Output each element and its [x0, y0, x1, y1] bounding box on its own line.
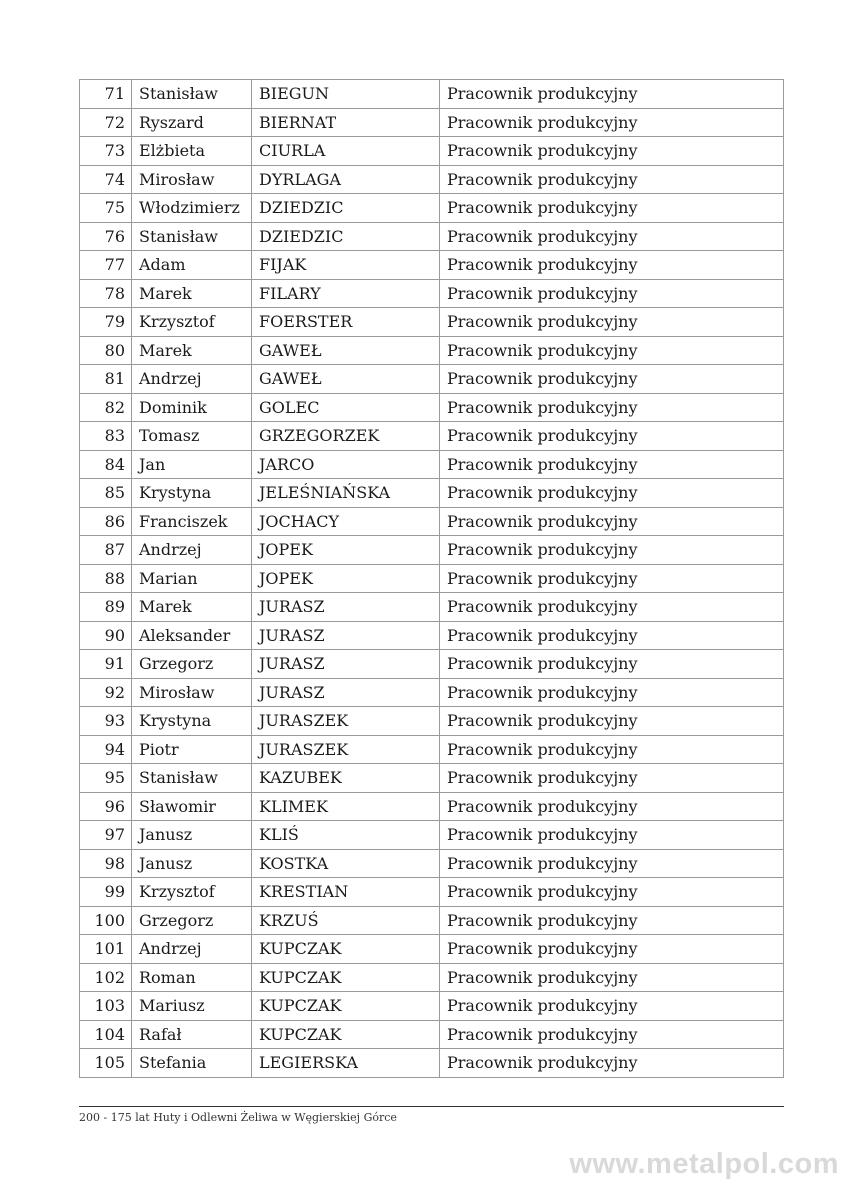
job-position-cell: Pracownik produkcyjny [440, 792, 784, 821]
table-row [80, 963, 784, 992]
row-number-cell: 76 [80, 222, 132, 251]
table-row [80, 792, 784, 821]
first-name-cell: Stanisław [132, 80, 252, 109]
job-position-cell: Pracownik produkcyjny [440, 422, 784, 451]
row-number-cell: 72 [80, 108, 132, 137]
last-name-cell: BIEGUN [252, 80, 440, 109]
job-position-cell: Pracownik produkcyjny [440, 735, 784, 764]
job-position-cell: Pracownik produkcyjny [440, 1049, 784, 1078]
first-name-cell: Stefania [132, 1049, 252, 1078]
row-number-cell: 103 [80, 992, 132, 1021]
row-number-cell: 78 [80, 279, 132, 308]
row-number-cell: 71 [80, 80, 132, 109]
table-row [80, 536, 784, 565]
last-name-cell: FOERSTER [252, 308, 440, 337]
row-number-cell: 77 [80, 251, 132, 280]
first-name-cell: Mirosław [132, 165, 252, 194]
first-name-cell: Mariusz [132, 992, 252, 1021]
table-row [80, 336, 784, 365]
last-name-cell: JURASZ [252, 678, 440, 707]
first-name-cell: Dominik [132, 393, 252, 422]
row-number-cell: 86 [80, 507, 132, 536]
table-row [80, 80, 784, 109]
last-name-cell: KUPCZAK [252, 1020, 440, 1049]
table-row [80, 621, 784, 650]
table-row [80, 308, 784, 337]
table-row [80, 1020, 784, 1049]
first-name-cell: Krystyna [132, 707, 252, 736]
table-row [80, 365, 784, 394]
table-row [80, 992, 784, 1021]
first-name-cell: Jan [132, 450, 252, 479]
job-position-cell: Pracownik produkcyjny [440, 336, 784, 365]
row-number-cell: 96 [80, 792, 132, 821]
job-position-cell: Pracownik produkcyjny [440, 992, 784, 1021]
first-name-cell: Marek [132, 279, 252, 308]
job-position-cell: Pracownik produkcyjny [440, 479, 784, 508]
table-row [80, 906, 784, 935]
row-number-cell: 102 [80, 963, 132, 992]
first-name-cell: Aleksander [132, 621, 252, 650]
job-position-cell: Pracownik produkcyjny [440, 222, 784, 251]
table-row [80, 735, 784, 764]
last-name-cell: KUPCZAK [252, 963, 440, 992]
row-number-cell: 104 [80, 1020, 132, 1049]
table-row [80, 422, 784, 451]
first-name-cell: Włodzimierz [132, 194, 252, 223]
last-name-cell: GOLEC [252, 393, 440, 422]
row-number-cell: 105 [80, 1049, 132, 1078]
job-position-cell: Pracownik produkcyjny [440, 963, 784, 992]
first-name-cell: Andrzej [132, 536, 252, 565]
last-name-cell: JOCHACY [252, 507, 440, 536]
last-name-cell: FILARY [252, 279, 440, 308]
last-name-cell: JURASZ [252, 621, 440, 650]
first-name-cell: Krzysztof [132, 308, 252, 337]
job-position-cell: Pracownik produkcyjny [440, 764, 784, 793]
last-name-cell: DYRLAGA [252, 165, 440, 194]
last-name-cell: BIERNAT [252, 108, 440, 137]
last-name-cell: JURASZEK [252, 707, 440, 736]
row-number-cell: 88 [80, 564, 132, 593]
first-name-cell: Elżbieta [132, 137, 252, 166]
last-name-cell: GAWEŁ [252, 336, 440, 365]
row-number-cell: 91 [80, 650, 132, 679]
table-row [80, 650, 784, 679]
job-position-cell: Pracownik produkcyjny [440, 621, 784, 650]
job-position-cell: Pracownik produkcyjny [440, 194, 784, 223]
employee-table [79, 79, 784, 1078]
job-position-cell: Pracownik produkcyjny [440, 564, 784, 593]
job-position-cell: Pracownik produkcyjny [440, 821, 784, 850]
job-position-cell: Pracownik produkcyjny [440, 536, 784, 565]
first-name-cell: Marian [132, 564, 252, 593]
last-name-cell: KAZUBEK [252, 764, 440, 793]
table-row [80, 251, 784, 280]
table-row [80, 821, 784, 850]
job-position-cell: Pracownik produkcyjny [440, 507, 784, 536]
last-name-cell: CIURLA [252, 137, 440, 166]
last-name-cell: JURASZ [252, 593, 440, 622]
row-number-cell: 94 [80, 735, 132, 764]
row-number-cell: 79 [80, 308, 132, 337]
last-name-cell: JARCO [252, 450, 440, 479]
job-position-cell: Pracownik produkcyjny [440, 678, 784, 707]
table-row [80, 137, 784, 166]
last-name-cell: GRZEGORZEK [252, 422, 440, 451]
row-number-cell: 101 [80, 935, 132, 964]
first-name-cell: Marek [132, 336, 252, 365]
table-row [80, 564, 784, 593]
table-row [80, 678, 784, 707]
last-name-cell: KLIMEK [252, 792, 440, 821]
table-row [80, 479, 784, 508]
job-position-cell: Pracownik produkcyjny [440, 650, 784, 679]
first-name-cell: Janusz [132, 849, 252, 878]
job-position-cell: Pracownik produkcyjny [440, 593, 784, 622]
first-name-cell: Adam [132, 251, 252, 280]
job-position-cell: Pracownik produkcyjny [440, 279, 784, 308]
first-name-cell: Grzegorz [132, 650, 252, 679]
table-row [80, 165, 784, 194]
row-number-cell: 75 [80, 194, 132, 223]
first-name-cell: Mirosław [132, 678, 252, 707]
last-name-cell: FIJAK [252, 251, 440, 280]
first-name-cell: Grzegorz [132, 906, 252, 935]
job-position-cell: Pracownik produkcyjny [440, 393, 784, 422]
page-footer: 200 - 175 lat Huty i Odlewni Żeliwa w Węgierskiej Górce [79, 1111, 397, 1124]
table-row [80, 878, 784, 907]
first-name-cell: Stanisław [132, 222, 252, 251]
job-position-cell: Pracownik produkcyjny [440, 108, 784, 137]
last-name-cell: GAWEŁ [252, 365, 440, 394]
row-number-cell: 98 [80, 849, 132, 878]
first-name-cell: Ryszard [132, 108, 252, 137]
last-name-cell: KUPCZAK [252, 992, 440, 1021]
table-row [80, 764, 784, 793]
table-row [80, 707, 784, 736]
row-number-cell: 85 [80, 479, 132, 508]
table-row [80, 194, 784, 223]
job-position-cell: Pracownik produkcyjny [440, 707, 784, 736]
row-number-cell: 80 [80, 336, 132, 365]
first-name-cell: Sławomir [132, 792, 252, 821]
job-position-cell: Pracownik produkcyjny [440, 365, 784, 394]
employee-table-body [80, 80, 784, 1078]
last-name-cell: JELEŚNIAŃSKA [252, 479, 440, 508]
row-number-cell: 93 [80, 707, 132, 736]
footer-divider [79, 1106, 784, 1107]
last-name-cell: KOSTKA [252, 849, 440, 878]
first-name-cell: Janusz [132, 821, 252, 850]
last-name-cell: LEGIERSKA [252, 1049, 440, 1078]
job-position-cell: Pracownik produkcyjny [440, 137, 784, 166]
table-row [80, 1049, 784, 1078]
last-name-cell: DZIEDZIC [252, 194, 440, 223]
table-row [80, 450, 784, 479]
row-number-cell: 89 [80, 593, 132, 622]
last-name-cell: JURASZ [252, 650, 440, 679]
last-name-cell: DZIEDZIC [252, 222, 440, 251]
table-row [80, 222, 784, 251]
table-row [80, 279, 784, 308]
row-number-cell: 92 [80, 678, 132, 707]
first-name-cell: Rafał [132, 1020, 252, 1049]
job-position-cell: Pracownik produkcyjny [440, 906, 784, 935]
table-row [80, 849, 784, 878]
row-number-cell: 81 [80, 365, 132, 394]
job-position-cell: Pracownik produkcyjny [440, 849, 784, 878]
row-number-cell: 87 [80, 536, 132, 565]
row-number-cell: 90 [80, 621, 132, 650]
job-position-cell: Pracownik produkcyjny [440, 935, 784, 964]
job-position-cell: Pracownik produkcyjny [440, 251, 784, 280]
first-name-cell: Krzysztof [132, 878, 252, 907]
row-number-cell: 95 [80, 764, 132, 793]
row-number-cell: 82 [80, 393, 132, 422]
row-number-cell: 100 [80, 906, 132, 935]
first-name-cell: Franciszek [132, 507, 252, 536]
last-name-cell: KRESTIAN [252, 878, 440, 907]
row-number-cell: 73 [80, 137, 132, 166]
table-row [80, 593, 784, 622]
table-row [80, 393, 784, 422]
job-position-cell: Pracownik produkcyjny [440, 308, 784, 337]
first-name-cell: Piotr [132, 735, 252, 764]
row-number-cell: 83 [80, 422, 132, 451]
first-name-cell: Marek [132, 593, 252, 622]
last-name-cell: JOPEK [252, 536, 440, 565]
watermark: www.metalpol.com [569, 1148, 839, 1180]
last-name-cell: KRZUŚ [252, 906, 440, 935]
table-row [80, 935, 784, 964]
row-number-cell: 84 [80, 450, 132, 479]
last-name-cell: JOPEK [252, 564, 440, 593]
first-name-cell: Krystyna [132, 479, 252, 508]
job-position-cell: Pracownik produkcyjny [440, 165, 784, 194]
job-position-cell: Pracownik produkcyjny [440, 1020, 784, 1049]
last-name-cell: JURASZEK [252, 735, 440, 764]
job-position-cell: Pracownik produkcyjny [440, 878, 784, 907]
job-position-cell: Pracownik produkcyjny [440, 450, 784, 479]
first-name-cell: Andrzej [132, 365, 252, 394]
last-name-cell: KLIŚ [252, 821, 440, 850]
last-name-cell: KUPCZAK [252, 935, 440, 964]
row-number-cell: 99 [80, 878, 132, 907]
row-number-cell: 97 [80, 821, 132, 850]
first-name-cell: Stanisław [132, 764, 252, 793]
table-row [80, 507, 784, 536]
table-row [80, 108, 784, 137]
first-name-cell: Tomasz [132, 422, 252, 451]
first-name-cell: Roman [132, 963, 252, 992]
row-number-cell: 74 [80, 165, 132, 194]
first-name-cell: Andrzej [132, 935, 252, 964]
job-position-cell: Pracownik produkcyjny [440, 80, 784, 109]
